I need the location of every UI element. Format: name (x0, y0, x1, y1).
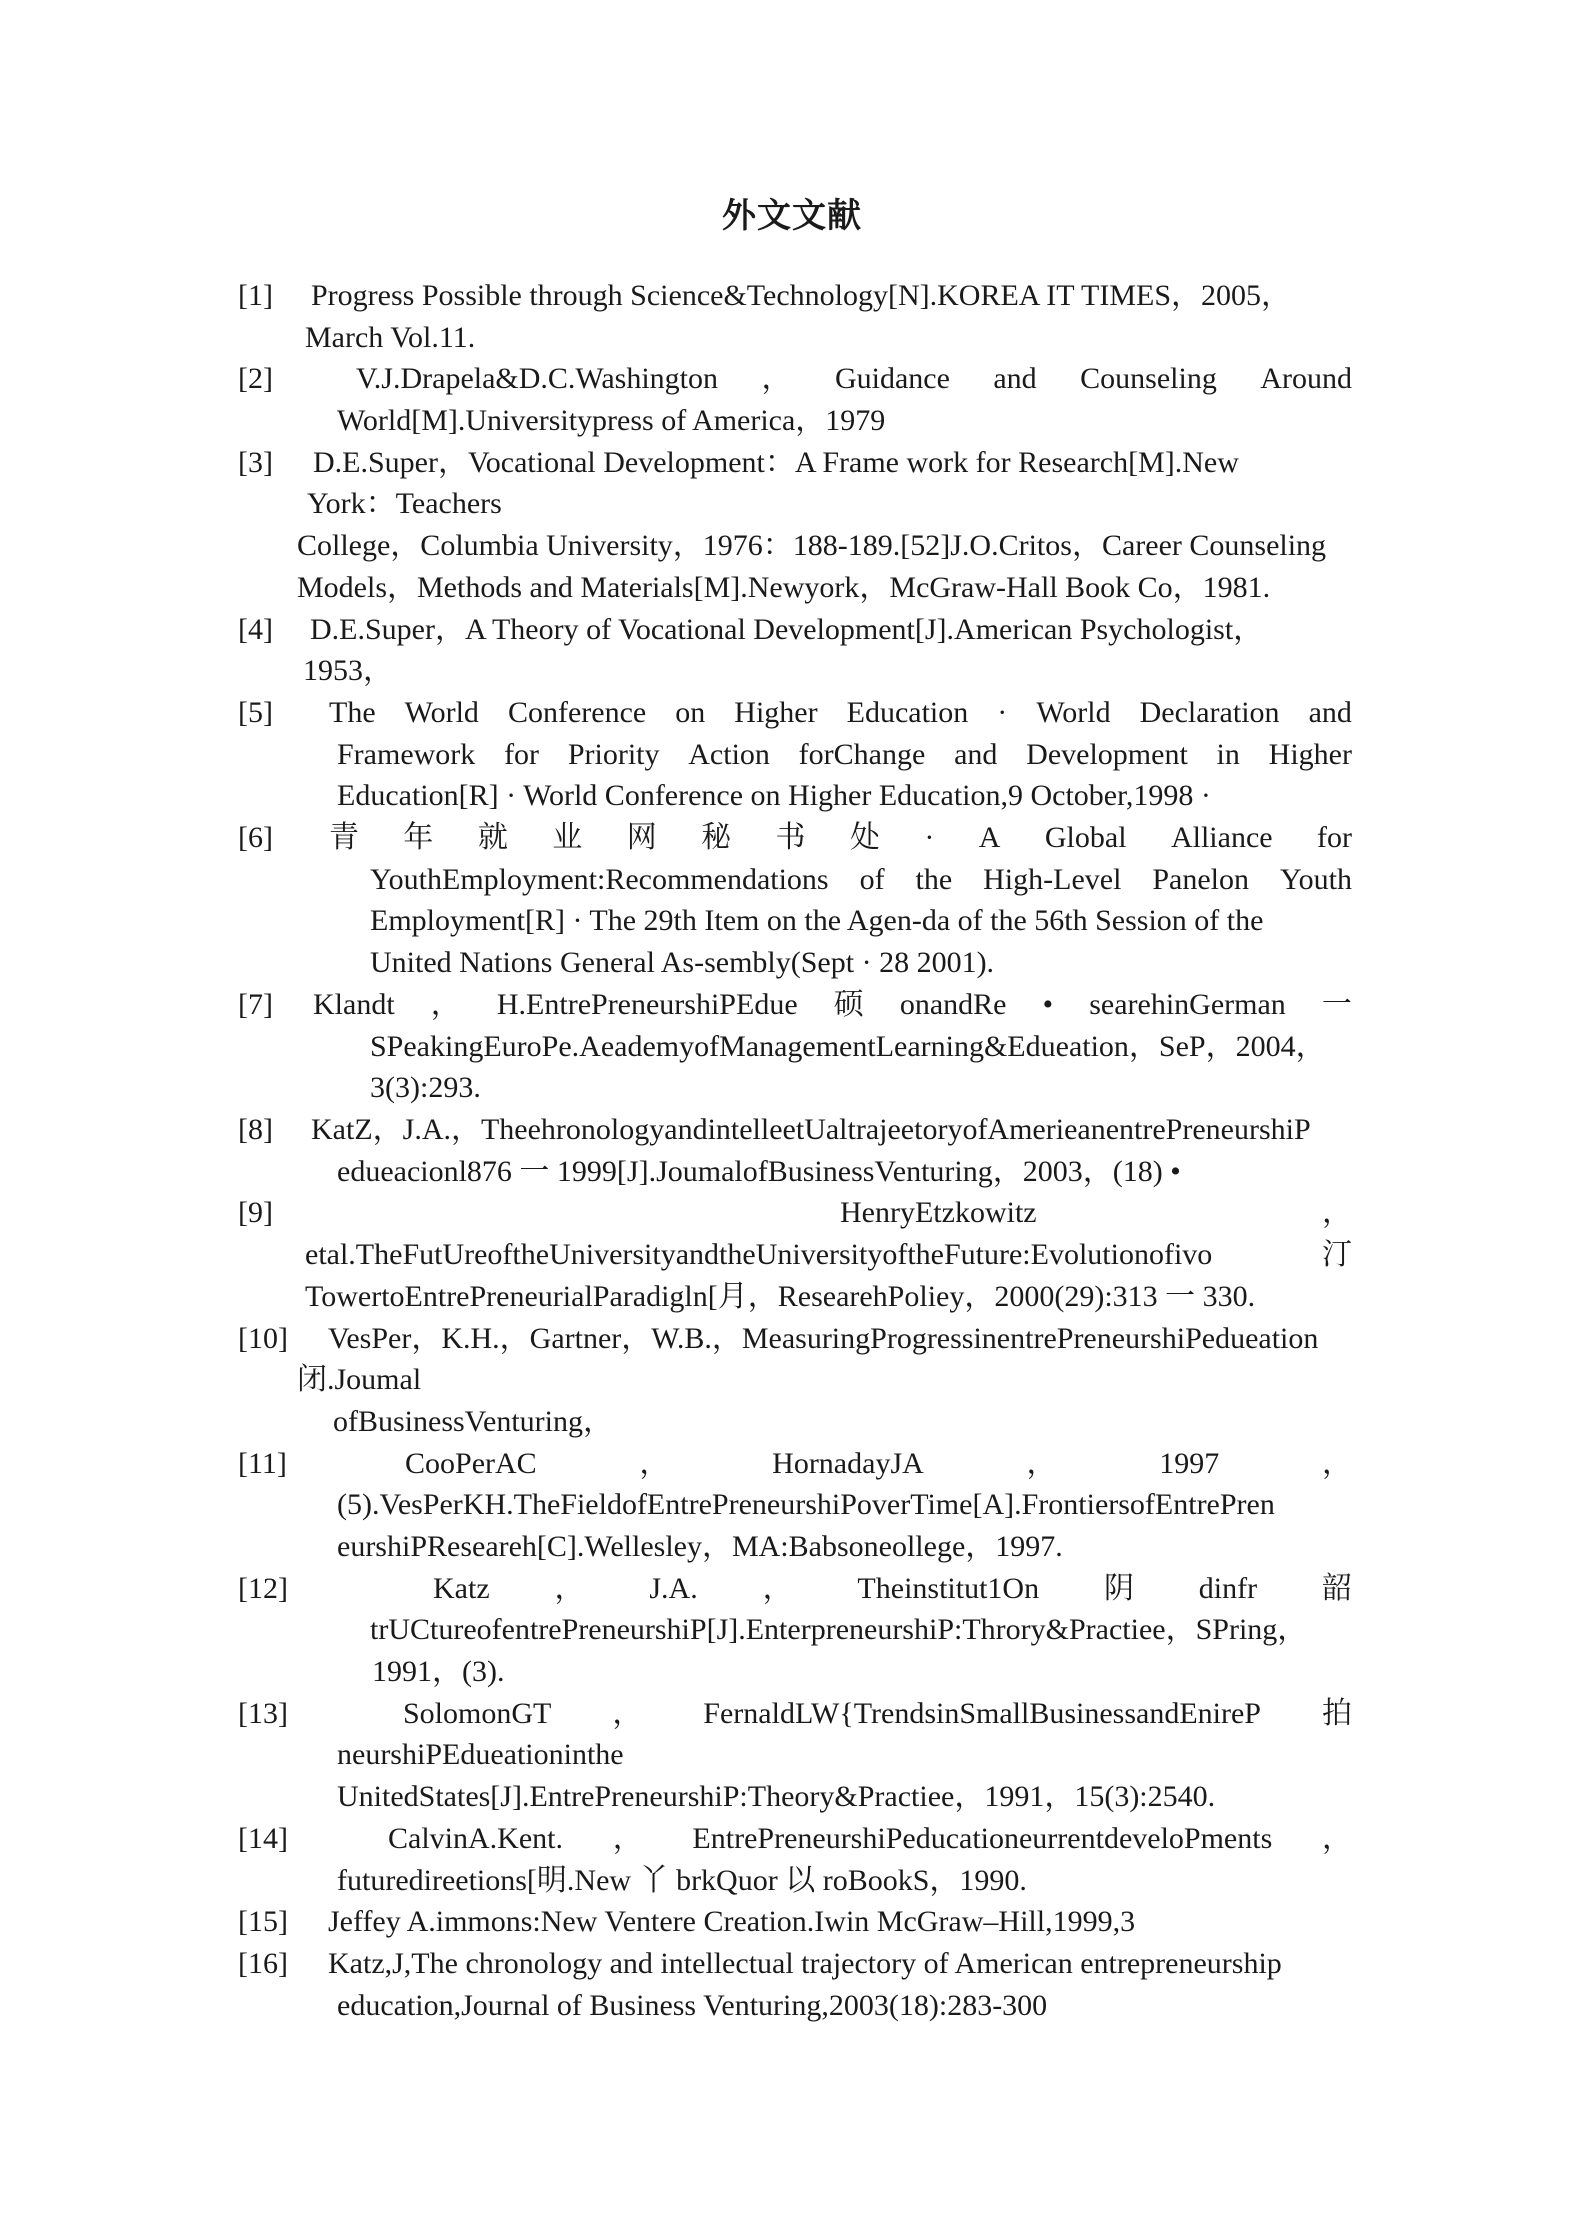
reference-word: 硕 (833, 987, 864, 1021)
reference-line: eurshiPReseareh[C].Wellesley，MA:Babsoneollege，1997. (337, 1529, 1063, 1563)
reference-line (356, 358, 1352, 400)
reference-word: · (997, 696, 1008, 729)
reference-word: World (404, 696, 479, 729)
reference-word: Higher (1268, 737, 1352, 771)
reference-word: ， (761, 362, 792, 396)
reference-line (840, 1192, 1352, 1234)
reference-word: ， (430, 987, 461, 1021)
reference-line: edueacionl876 一 1999[J].JoumalofBusinessVenturing，2003，(18) • (337, 1154, 1181, 1188)
reference-word: CalvinA.Kent. (388, 1821, 563, 1855)
reference-line (329, 817, 1352, 859)
reference-word: A (978, 821, 1001, 855)
reference-word: World (1036, 696, 1111, 729)
reference-line: 1953， (303, 654, 393, 688)
reference-word: Development (1026, 737, 1188, 771)
reference-word: Guidance (834, 362, 950, 396)
reference-word: · (924, 821, 935, 855)
reference-number: [15] (238, 1905, 288, 1939)
reference-line: KatZ，J.A.，TheehronologyandintelleetUaltrajeetoryofAmerieanentrePreneurshiP (311, 1113, 1311, 1146)
reference-word: Klandt (313, 987, 395, 1021)
page-title: 外文文献 (722, 196, 862, 236)
reference-line: VesPer，K.H.，Gartner，W.B.，MeasuringProgressinentrePreneurshiPedueation (328, 1321, 1319, 1355)
reference-word: ， (1321, 1821, 1352, 1855)
reference-word: Around (1260, 362, 1352, 396)
reference-word: 年 (403, 821, 434, 855)
reference-word: ， (639, 1446, 670, 1480)
reference-word: of (859, 862, 885, 896)
reference-word: H.EntrePreneurshiPEdue (496, 987, 798, 1021)
reference-word: for (1317, 821, 1352, 855)
reference-word: Panelon (1152, 862, 1250, 896)
reference-word: searehinGerman (1089, 987, 1286, 1021)
reference-word: 处 (849, 821, 880, 855)
reference-number: [2] (238, 362, 273, 396)
reference-word: 书 (775, 821, 806, 855)
reference-line: 闭.Joumal (297, 1363, 422, 1397)
reference-word: Declaration (1139, 696, 1280, 729)
reference-number: [3] (238, 445, 273, 479)
reference-line: Jeffey A.immons:New Ventere Creation.Iwin McGraw–Hill,1999,3 (328, 1905, 1136, 1939)
reference-word: FernaldLW{TrendsinSmallBusinessandEnireP (703, 1696, 1261, 1730)
reference-word: forChange (798, 737, 926, 771)
reference-line: United Nations General As-sembly(Sept · 28 2001). (370, 946, 995, 980)
reference-line: Progress Possible through Science&Technology[N].KOREA IT TIMES，2005， (311, 279, 1292, 312)
reference-line (433, 1568, 1352, 1610)
reference-line (388, 1818, 1352, 1860)
reference-number: [6] (238, 821, 273, 855)
reference-word: ， (612, 1821, 643, 1855)
reference-line: SPeakingEuroPe.AeademyofManagementLearning&Edueation，SeP，2004， (370, 1029, 1326, 1063)
reference-word: dinfr (1198, 1571, 1258, 1605)
reference-number: [7] (238, 987, 273, 1021)
reference-word: Action (688, 737, 770, 771)
reference-word: in (1216, 737, 1240, 771)
reference-word: 业 (552, 821, 583, 855)
reference-word: and (954, 737, 998, 771)
reference-word: ， (1026, 1446, 1057, 1480)
reference-word: SolomonGT (403, 1696, 552, 1730)
reference-word: V.J.Drapela&D.C.Washington (356, 362, 718, 396)
reference-word: 阴 (1103, 1571, 1134, 1605)
reference-word: Theinstitut1On (857, 1571, 1040, 1605)
reference-number: [5] (238, 696, 273, 729)
reference-word: 青 (329, 821, 359, 855)
reference-line: Katz,J,The chronology and intellectual trajectory of American entrepreneurship (328, 1947, 1282, 1980)
reference-word: 秘 (701, 821, 732, 855)
reference-line: York：Teachers (307, 487, 502, 521)
reference-word: Global (1044, 821, 1127, 855)
reference-word: Alliance (1170, 821, 1273, 855)
reference-word: J.A. (649, 1571, 698, 1605)
reference-word: CooPerAC (405, 1446, 537, 1480)
reference-line: ofBusinessVenturing， (333, 1404, 613, 1438)
reference-word: the (915, 862, 953, 896)
reference-number: [14] (238, 1821, 288, 1855)
reference-word: ， (1322, 1196, 1352, 1230)
reference-word: Youth (1279, 862, 1352, 896)
reference-number: [10] (238, 1321, 288, 1355)
reference-word: HornadayJA (772, 1446, 924, 1480)
reference-line: 1991，(3). (372, 1655, 505, 1689)
reference-line (329, 692, 1352, 734)
reference-word: 网 (626, 821, 657, 855)
reference-line: UnitedStates[J].EntrePreneurshiP:Theory&Practiee，1991，15(3):2540. (337, 1780, 1216, 1814)
reference-word: • (1042, 987, 1054, 1021)
reference-word: YouthEmployment:Recommendations (370, 862, 829, 896)
reference-line: (5).VesPerKH.TheFieldofEntrePreneurshiPoverTime[A].FrontiersofEntrePren (337, 1488, 1275, 1522)
reference-word: Priority (567, 737, 660, 771)
reference-line: D.E.Super，Vocational Development：A Frame work for Research[M].New (313, 445, 1239, 479)
reference-number: [16] (238, 1947, 288, 1980)
reference-line (370, 859, 1352, 901)
reference-word: 韶 (1321, 1571, 1352, 1605)
reference-word: EntrePreneurshiPeducationeurrentdeveloPments (692, 1821, 1273, 1855)
reference-number: [4] (238, 612, 273, 646)
reference-line: Education[R] · World Conference on Higher Education,9 October,1998 · (337, 779, 1211, 813)
reference-line (337, 734, 1352, 776)
reference-word: Framework (337, 737, 476, 771)
reference-line: trUCtureofentrePreneurshiP[J].EnterpreneurshiP:Throry&Practiee，SPring， (370, 1613, 1308, 1647)
reference-word: on (675, 696, 706, 729)
reference-word: for (504, 737, 540, 771)
reference-number: [8] (238, 1113, 273, 1146)
reference-number: [13] (238, 1696, 288, 1730)
reference-word: 就 (477, 821, 508, 855)
reference-line: 3(3):293. (370, 1071, 481, 1105)
reference-line: World[M].Universitypress of America，1979 (337, 404, 886, 438)
reference-word: ， (554, 1571, 585, 1605)
reference-word: Higher (734, 696, 818, 729)
reference-word: HenryEtzkowitz (840, 1196, 1037, 1230)
reference-word: Katz (433, 1571, 490, 1605)
reference-word: ， (612, 1696, 643, 1730)
reference-line: D.E.Super，A Theory of Vocational Development[J].American Psychologist， (310, 612, 1264, 646)
reference-word: and (1308, 696, 1352, 729)
reference-word: and (993, 362, 1037, 396)
reference-word: Conference (507, 696, 647, 729)
reference-number: [1] (238, 279, 273, 312)
reference-word: Counseling (1080, 362, 1217, 396)
reference-word: 1997 (1159, 1446, 1220, 1480)
reference-word: Education (846, 696, 969, 729)
reference-word: ， (762, 1571, 793, 1605)
reference-word: etal.TheFutUreoftheUniversityandtheUniversityoftheFuture:Evolutionofivo (305, 1238, 1213, 1272)
reference-line (313, 984, 1352, 1026)
reference-line (405, 1443, 1352, 1485)
reference-line (403, 1693, 1352, 1735)
reference-number: [9] (238, 1196, 273, 1230)
reference-line (305, 1234, 1352, 1276)
reference-word: 一 (1321, 987, 1352, 1021)
reference-line: futuredireetions[明.New 丫 brkQuor 以 roBookS，1990. (337, 1863, 1027, 1897)
reference-line: TowertoEntrePreneurialParadigln[月，ResearehPoliey，2000(29):313 一 330. (305, 1279, 1256, 1313)
reference-line: neurshiPEdueationinthe (337, 1738, 624, 1772)
reference-line: College，Columbia University，1976：188-189.[52]J.O.Critos，Career Counseling (297, 529, 1327, 563)
reference-number: [12] (238, 1571, 288, 1605)
reference-word: 汀 (1322, 1238, 1352, 1272)
reference-word: High-Level (983, 862, 1122, 896)
reference-word: onandRe (899, 987, 1007, 1021)
reference-number: [11] (238, 1446, 287, 1480)
reference-line: Employment[R] · The 29th Item on the Agen-da of the 56th Session of the (370, 904, 1264, 938)
reference-word: 拍 (1321, 1696, 1352, 1730)
reference-line: March Vol.11. (305, 320, 476, 354)
reference-line: education,Journal of Business Venturing,2003(18):283-300 (337, 1988, 1048, 2022)
reference-word: The (329, 696, 376, 729)
reference-word: ， (1322, 1446, 1352, 1480)
reference-line: Models，Methods and Materials[M].Newyork，McGraw-Hall Book Co，1981. (297, 570, 1271, 604)
